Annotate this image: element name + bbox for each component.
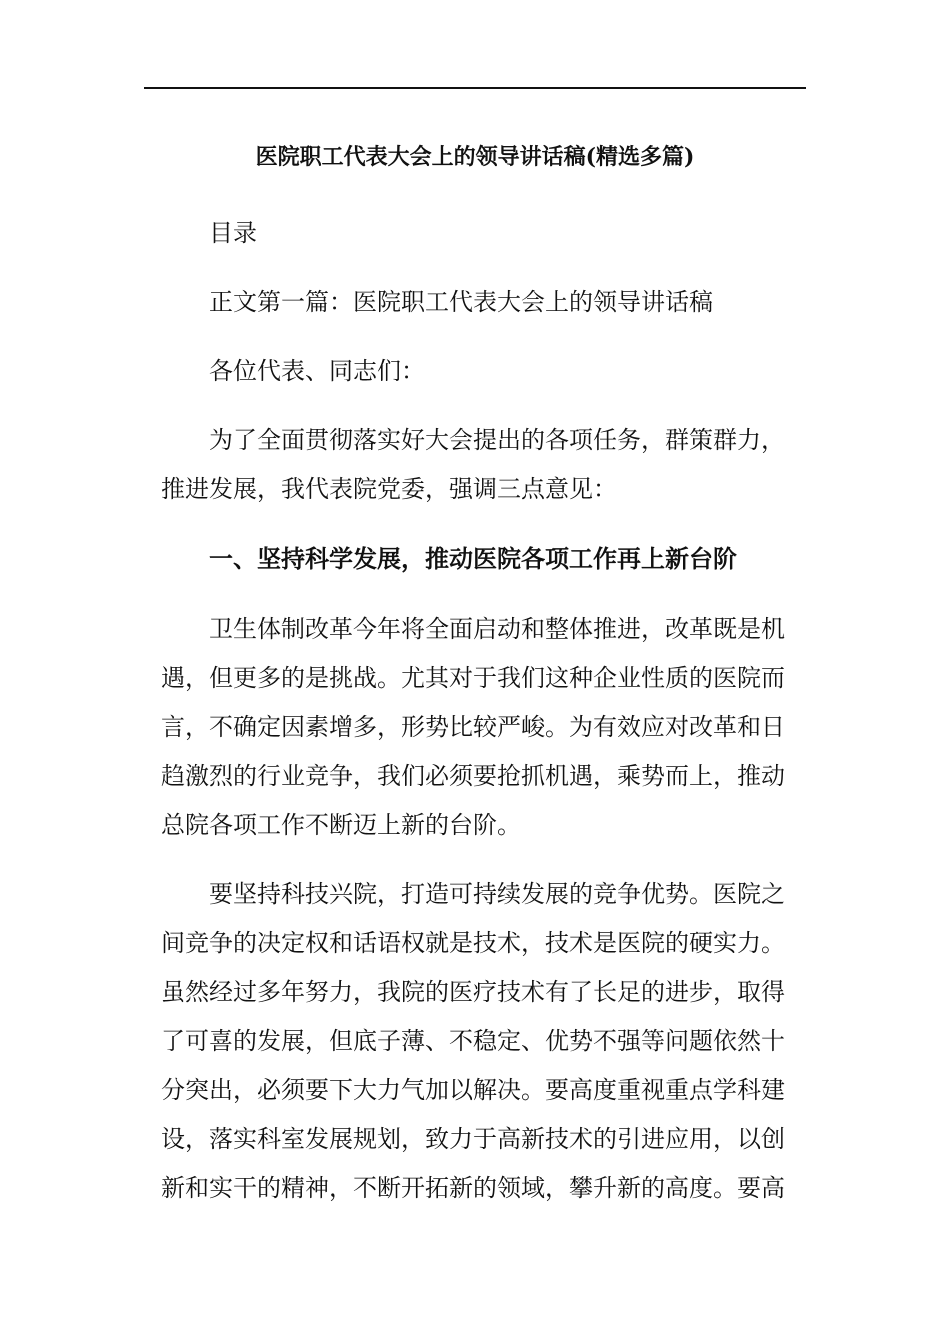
paragraph-line: 新和实干的精神，不断开拓新的领域，攀升新的高度。要高 xyxy=(161,1174,785,1202)
paragraph-line: 卫生体制改革今年将全面启动和整体推进，改革既是机 xyxy=(209,615,785,643)
paragraph-line: 言，不确定因素增多，形势比较严峻。为有效应对改革和日 xyxy=(161,713,785,741)
document-title: 医院职工代表大会上的领导讲话稿(精选多篇) xyxy=(255,144,695,170)
paragraph-line: 间竞争的决定权和话语权就是技术，技术是医院的硬实力。 xyxy=(161,929,785,957)
section-heading: 一、坚持科学发展，推动医院各项工作再上新台阶 xyxy=(209,544,737,573)
header-rule xyxy=(144,87,806,89)
paragraph-line: 趋激烈的行业竞争，我们必须要抢抓机遇，乘势而上，推动 xyxy=(161,762,785,790)
paragraph-line: 设，落实科室发展规划，致力于高新技术的引进应用，以创 xyxy=(161,1125,785,1153)
paragraph-line: 虽然经过多年努力，我院的医疗技术有了长足的进步，取得 xyxy=(161,978,785,1006)
intro-line: 推进发展，我代表院党委，强调三点意见： xyxy=(161,475,617,503)
paragraph-line: 了可喜的发展，但底子薄、不稳定、优势不强等问题依然十 xyxy=(161,1027,785,1055)
toc-label: 目录 xyxy=(209,219,257,247)
intro-line: 为了全面贯彻落实好大会提出的各项任务，群策群力， xyxy=(209,426,785,454)
paragraph-line: 分突出，必须要下大力气加以解决。要高度重视重点学科建 xyxy=(161,1076,785,1104)
chapter-heading: 正文第一篇：医院职工代表大会上的领导讲话稿 xyxy=(209,288,713,316)
paragraph-line: 要坚持科技兴院，打造可持续发展的竞争优势。医院之 xyxy=(209,880,785,908)
paragraph-line: 遇，但更多的是挑战。尤其对于我们这种企业性质的医院而 xyxy=(161,664,785,692)
salutation: 各位代表、同志们： xyxy=(209,357,425,385)
paragraph-line: 总院各项工作不断迈上新的台阶。 xyxy=(161,811,521,839)
